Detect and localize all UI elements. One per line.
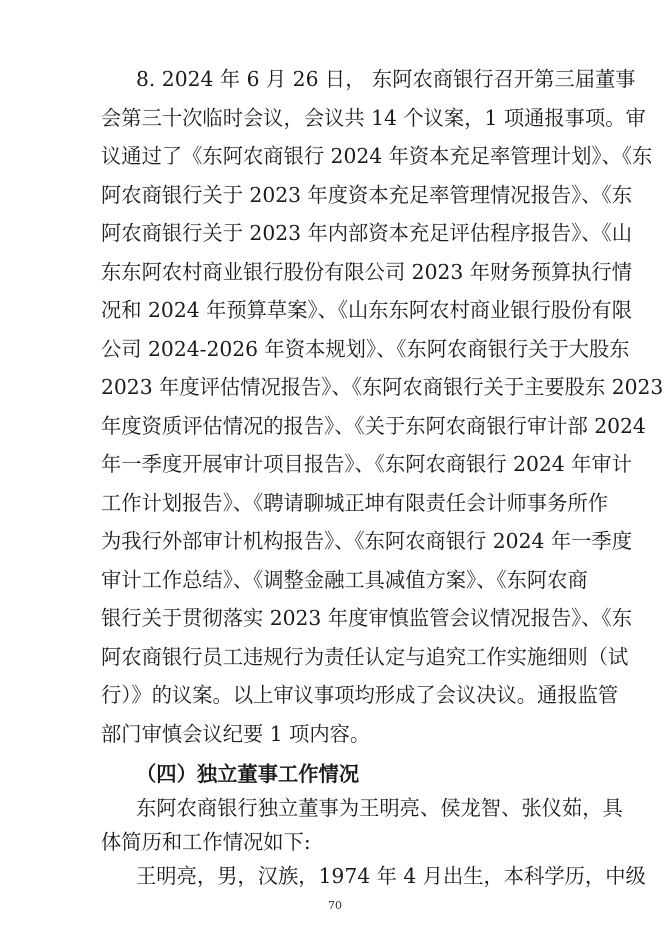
text-line: 东东阿农村商业银行股份有限公司 2023 年财务预算执行情 [101, 259, 632, 284]
text-line: 2023 年度评估情况报告》、《东阿农商银行关于主要股东 2023 [101, 375, 664, 399]
text-line: 部门审慎会议纪要 1 项内容。 [101, 721, 371, 746]
text-line: 行）》的议案。以上审议事项均形成了会议决议。通报监管 [101, 683, 619, 707]
text-line: 年一季度开展审计项目报告》、《东阿农商银行 2024 年审计 [101, 452, 632, 476]
text-line: 东阿农商银行独立董事为王明亮、侯龙智、张仪茹，具 [136, 796, 623, 820]
text-line: 阿农商银行关于 2023 年度资本充足率管理情况报告》、《东 [101, 182, 632, 207]
text-line: 年度资质评估情况的报告》、《关于东阿农商银行审计部 2024 [101, 413, 646, 438]
text-line: 公司 2024-2026 年资本规划》、《东阿农商银行关于大股东 [101, 336, 630, 361]
text-line: 阿农商银行员工违规行为责任认定与追究工作实施细则（试 [101, 644, 629, 669]
text-line: 为我行外部审计机构报告》、《东阿农商银行 2024 年一季度 [101, 529, 632, 553]
text-line: 审计工作总结》、《调整金融工具减值方案》、《东阿农商 [101, 567, 588, 592]
text-line: 工作计划报告》、《聘请聊城正坤有限责任会计师事务所作 [101, 490, 609, 515]
page-number: 70 [328, 899, 342, 912]
section-heading: （四）独立董事工作情况 [136, 762, 360, 786]
text-line: 8. 2024 年 6 月 26 日， 东阿农商银行召开第三届董事 [136, 67, 636, 91]
text-line: 议通过了《东阿农商银行 2024 年资本充足率管理计划》、《东 [101, 144, 653, 168]
text-line: 王明亮，男，汉族，1974 年 4 月出生，本科学历，中级 [136, 864, 646, 888]
text-line: 况和 2024 年预算草案》、《山东东阿农村商业银行股份有限 [101, 298, 632, 322]
text-line: 阿农商银行关于 2023 年内部资本充足评估程序报告》、《山 [101, 221, 632, 245]
text-line: 体简历和工作情况如下: [101, 830, 311, 854]
text-line: 银行关于贯彻落实 2023 年度审慎监管会议情况报告》、《东 [101, 606, 632, 630]
text-line: 会第三十次临时会议，会议共 14 个议案，1 项通报事项。审 [101, 105, 646, 130]
